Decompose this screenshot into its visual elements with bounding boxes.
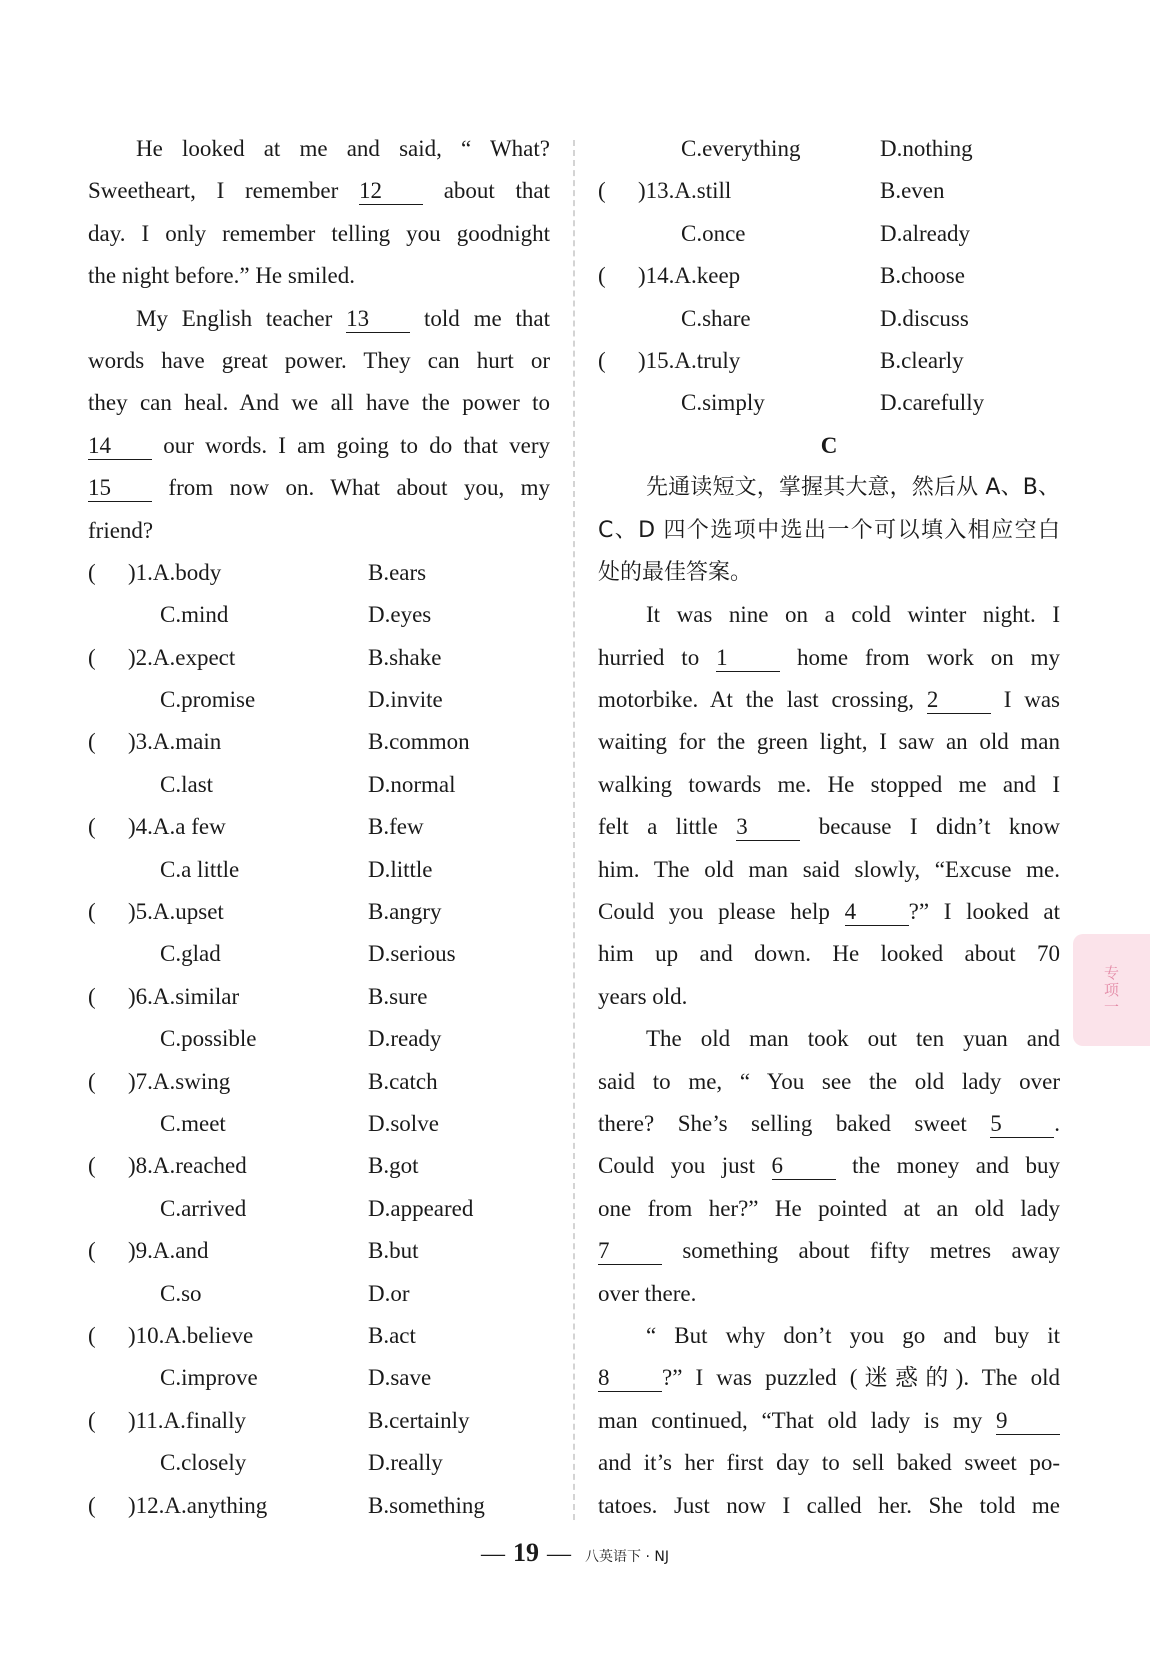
text-line: tatoes. Just now I called her. She told me [598,1492,1060,1518]
option-d: D.ready [368,1026,442,1052]
text-line: waiting for the green light, I saw an old man [598,729,1060,755]
option-b: B.angry [368,899,442,925]
option-d: D.appeared [368,1195,474,1221]
option-b: B.shake [368,644,442,670]
text-line: friend? [88,517,154,543]
option-c: C.so [160,1280,202,1306]
option-c: C.possible [160,1026,257,1052]
text-line: Sweetheart, I remember 12 about that [88,178,550,204]
text-line: said to me, “ You see the old lady over [598,1068,1060,1094]
option-row-12: ( )12.A.anything B.something [88,1492,485,1518]
option-row [88,679,550,721]
option-b: B.clearly [880,347,964,373]
answer-paren[interactable]: ( [598,178,606,204]
option-row [88,1273,550,1315]
option-d: D.serious [368,941,456,967]
blank-6: 6 [772,1153,836,1180]
option-a: )8.A.reached [128,1153,247,1179]
text-line: Could you just 6 the money and buy [598,1153,1061,1179]
option-a: )13.A.still [638,178,732,204]
answer-paren[interactable]: ( [88,559,96,585]
text-line: My English teacher 13 told me that [136,305,551,331]
answer-paren[interactable]: ( [88,983,96,1009]
text-line: Could you please help 4 ?” I looked at [598,899,1060,925]
blank-5: 5 [990,1111,1054,1138]
option-a: )3.A.main [128,729,222,755]
answer-paren[interactable]: ( [598,263,606,289]
text-line: man continued, “That old lady is my 9 [598,1400,1060,1442]
option-d: D.carefully [880,390,985,416]
option-row [88,1018,550,1060]
text-line: one from her?” He pointed at an old lady [598,1195,1060,1221]
option-row [88,552,550,594]
option-row [88,1357,550,1399]
option-d: D.eyes [368,602,432,628]
option-row-12-cd: C.everything D.nothing [681,136,973,161]
option-row [88,764,550,806]
right-column [598,128,1060,1527]
book-code: 八英语下 · NJ [585,1549,669,1565]
blank-9: 9 [996,1408,1060,1435]
option-b: B.even [880,178,945,204]
text-line: 8 ?” I was puzzled (迷惑的). The old [598,1365,1060,1391]
option-a: )2.A.expect [128,644,236,670]
option-d: D.invite [368,687,443,713]
option-c: C.once [681,220,746,246]
text-line: years old. [598,983,688,1009]
option-c: C.closely [160,1450,247,1476]
option-c: C.simply [681,390,765,416]
option-d: D.already [880,220,971,246]
option-d: D.discuss [880,305,969,331]
option-row [88,637,550,679]
option-b: B.got [368,1153,419,1179]
option-row [598,340,1060,382]
blank-2: 2 [927,687,991,714]
option-row [88,1400,550,1442]
answer-paren[interactable]: ( [88,1238,96,1264]
blank-4: 4 [845,899,909,926]
blank-8: 8 [598,1365,662,1392]
text-line: The old man took out ten yuan and [646,1026,1060,1052]
options-list [598,170,1060,424]
answer-paren[interactable]: ( [88,729,96,755]
option-b: B.few [368,814,424,840]
blank-14: 14 [88,433,152,460]
option-a: )5.A.upset [128,899,224,925]
instruction-line: 处的最佳答案。 [598,559,753,585]
text-line: him. The old man said slowly, “Excuse me. [598,856,1060,882]
option-b: B.ears [368,559,427,585]
option-a: )7.A.swing [128,1068,231,1094]
blank-15: 15 [88,475,152,502]
instruction-line: C、D 四个选项中选出一个可以填入相应空白 [598,517,1060,543]
option-row [88,976,550,1018]
option-row [598,382,1060,424]
blank-3: 3 [736,814,800,841]
option-c: C.promise [160,687,256,713]
section-title: C [820,432,838,458]
option-a: )10.A.believe [128,1322,254,1348]
text-line: 15 from now on. What about you, my [88,475,551,501]
option-row [598,213,1060,255]
option-row [88,1230,550,1272]
option-row [88,1188,550,1230]
option-c: C.arrived [160,1195,247,1221]
option-row [88,1315,550,1357]
text-line: motorbike. At the last crossing, 2 I was [598,687,1061,713]
option-row [88,806,550,848]
option-row [88,891,550,933]
answer-paren[interactable]: ( [88,899,96,925]
text-line: the night before.” He smiled. [88,263,355,289]
text-line: “ But why don’t you go and buy it [646,1322,1060,1348]
option-c: C.share [681,305,751,331]
option-c: C.meet [160,1110,226,1136]
option-b: B.catch [368,1068,438,1094]
answer-paren[interactable]: ( [88,814,96,840]
text-line: over there. [598,1280,697,1306]
section-side-tab[interactable]: 专项一 [1073,934,1150,1046]
option-b: B.common [368,729,470,755]
option-d: D.save [368,1365,432,1391]
option-row [88,721,550,763]
option-d: D.little [368,856,433,882]
option-row [88,933,550,975]
left-column [88,128,550,1527]
option-b: B.but [368,1238,419,1264]
option-row [88,1103,550,1145]
text-line: It was nine on a cold winter night. I [646,602,1060,628]
answer-paren[interactable]: ( [88,644,96,670]
option-row [88,1061,550,1103]
options-list [88,552,550,1485]
option-row [88,594,550,636]
answer-paren[interactable]: ( [88,1407,96,1433]
text-line: they can heal. And we all have the power to [88,390,550,416]
answer-paren[interactable]: ( [88,1153,96,1179]
option-row [598,255,1060,297]
text-line: 14 our words. I am going to do that very [88,432,550,458]
page-footer: — 19 — 八英语下 · NJ [481,1538,669,1567]
option-a: )9.A.and [128,1238,209,1264]
option-a: )15.A.truly [638,347,741,373]
option-a: )14.A.keep [638,263,741,289]
text-line: 7 something about fifty metres away [598,1238,1060,1264]
text-line: He looked at me and said, “ What? [136,136,550,161]
blank-1: 1 [716,645,780,672]
option-c: C.improve [160,1365,258,1391]
option-c: C.last [160,771,214,797]
option-c: C.mind [160,602,229,628]
option-a: )6.A.similar [128,983,240,1009]
text-line: him up and down. He looked about 70 [598,941,1060,967]
answer-paren[interactable]: ( [88,1068,96,1094]
option-row [88,1442,550,1484]
option-d: D.normal [368,771,456,797]
column-divider [573,140,575,1520]
option-c: C.glad [160,941,221,967]
blank-7: 7 [598,1238,662,1265]
page-number: 19 [513,1538,540,1567]
option-d: D.really [368,1450,443,1476]
option-d: D.solve [368,1110,439,1136]
option-c: C.a little [160,856,240,882]
text-line: and it’s her first day to sell baked sweet po- [598,1450,1060,1476]
option-d: D.or [368,1280,410,1306]
answer-paren[interactable]: ( [88,1322,96,1348]
option-row [88,849,550,891]
text-line: walking towards me. He stopped me and I [598,771,1060,797]
option-row [598,170,1060,212]
option-a: )11.A.finally [128,1407,246,1433]
blank-12: 12 [359,178,423,205]
text-line: felt a little 3 because I didn’t know [598,814,1061,840]
text-line: there? She’s selling baked sweet 5 . [598,1110,1060,1136]
option-a: )4.A.a few [128,814,226,840]
text-line: day. I only remember telling you goodnight [88,220,550,246]
option-row [88,1145,550,1187]
option-b: B.act [368,1322,416,1348]
text-line: words have great power. They can hurt or [88,347,550,373]
instruction-line: 先通读短文，掌握其大意，然后从 A、B、 [646,475,1060,501]
option-b: B.sure [368,983,428,1009]
option-a: )1.A.body [128,559,222,585]
text-line: hurried to 1 home from work on my [598,644,1061,670]
option-row [598,298,1060,340]
option-b: B.certainly [368,1407,470,1433]
blank-13: 13 [346,306,410,333]
option-b: B.choose [880,263,965,289]
answer-paren[interactable]: ( [598,347,606,373]
